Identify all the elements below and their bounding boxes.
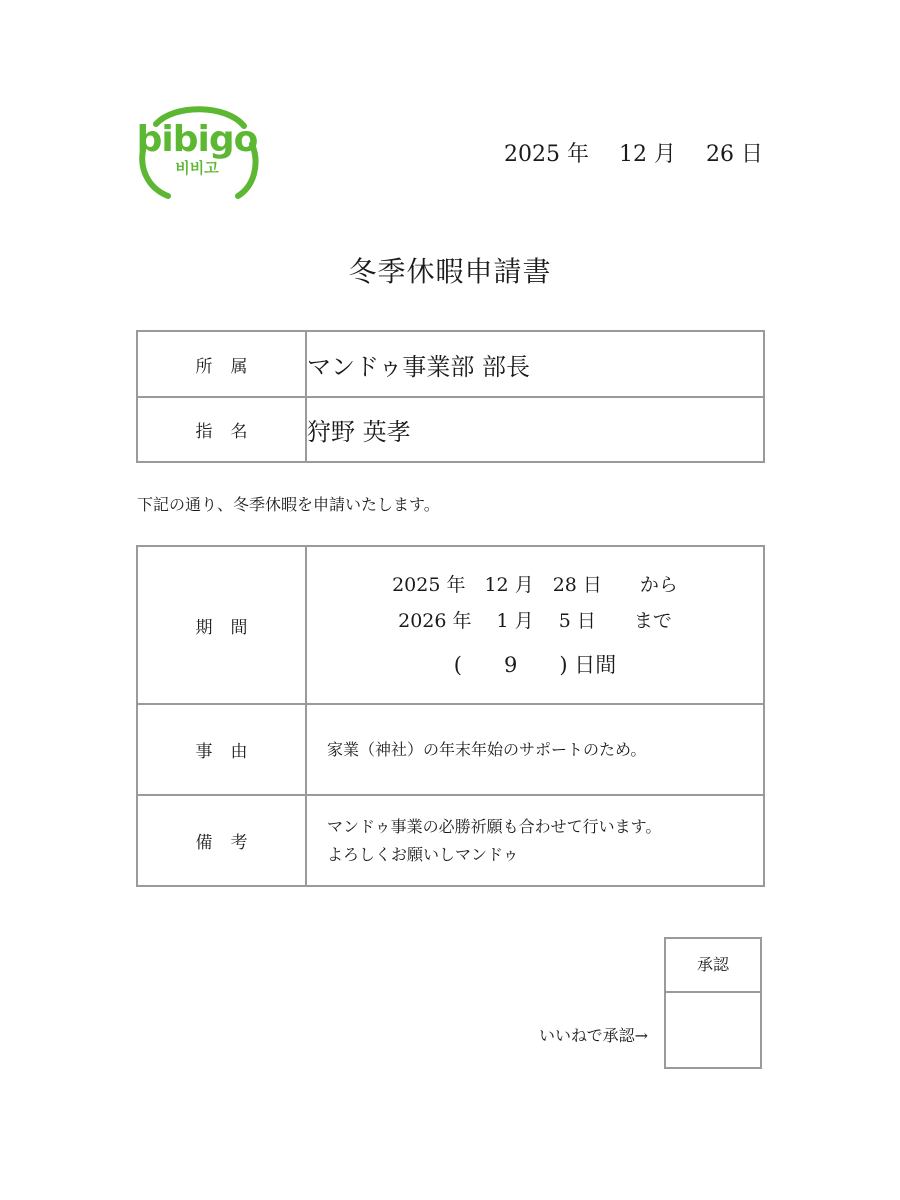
name-value: 狩野 英孝 <box>306 397 764 462</box>
table-row <box>137 331 764 397</box>
table-row <box>137 795 764 886</box>
reason-value: 家業（神社）の年末年始のサポートのため。 <box>306 704 764 795</box>
period-label: 期間 <box>137 546 306 704</box>
logo-brand-text: bibigo <box>136 119 258 160</box>
date-year: 2025 <box>503 142 560 167</box>
bibigo-logo <box>134 106 260 202</box>
detail-table <box>136 545 765 887</box>
period-days: ( 9 ) 日間 <box>453 653 617 677</box>
period-value <box>306 546 764 704</box>
table-row <box>137 546 764 704</box>
date-year-unit: 年 <box>566 142 589 167</box>
date-day-unit: 日 <box>740 142 763 167</box>
dept-label: 所属 <box>137 331 306 397</box>
intro-text: 下記の通り、冬季休暇を申請いたします。 <box>137 495 440 514</box>
name-label: 指名 <box>137 397 306 462</box>
remarks-label: 備考 <box>137 795 306 886</box>
remarks-value <box>306 795 764 886</box>
approval-hint: いいねで承認→ <box>538 1026 648 1045</box>
date-month: 12 <box>618 142 647 167</box>
approval-box[interactable] <box>664 937 762 1069</box>
reason-label: 事由 <box>137 704 306 795</box>
remarks-line-2: よろしくお願いしマンドゥ <box>327 844 519 864</box>
info-table <box>136 330 765 463</box>
date-day: 26 <box>705 142 734 167</box>
period-to: 2026 年 1 月 5 日 まで <box>398 610 672 632</box>
dept-value: マンドゥ事業部 部長 <box>306 331 764 397</box>
table-row <box>137 397 764 462</box>
document-date <box>504 140 763 170</box>
period-from: 2025 年 12 月 28 日 から <box>392 574 678 596</box>
remarks-line-1: マンドゥ事業の必勝祈願も合わせて行います。 <box>327 816 662 836</box>
logo-sub-text: 비비고 <box>175 159 219 177</box>
table-row <box>137 704 764 795</box>
date-month-unit: 月 <box>653 142 676 167</box>
approval-label: 承認 <box>666 939 760 993</box>
page-title: 冬季休暇申請書 <box>348 255 552 288</box>
